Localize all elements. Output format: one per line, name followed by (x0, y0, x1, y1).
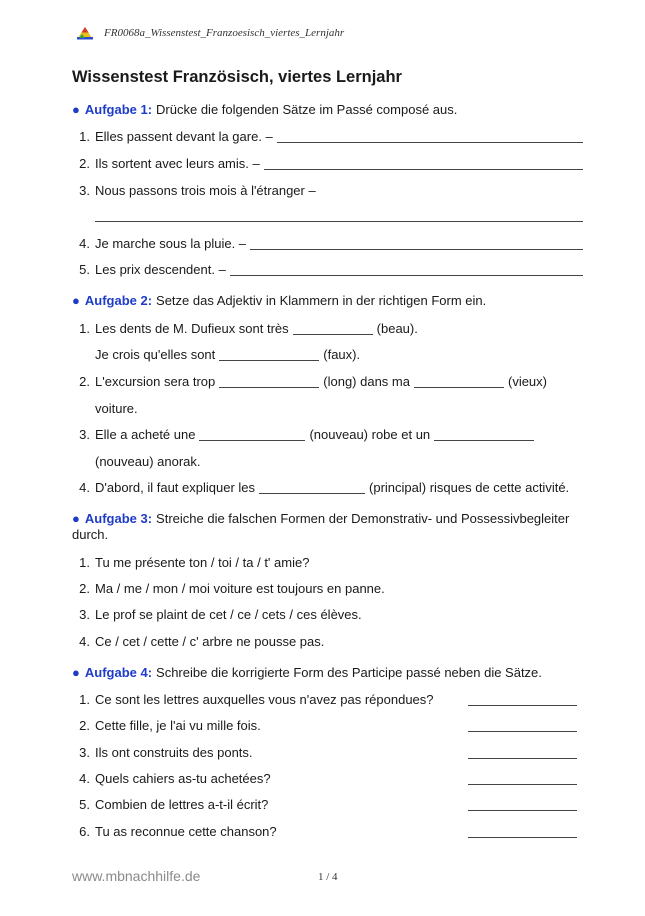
task-2-item-3 (72, 427, 587, 443)
answer-blank[interactable] (277, 130, 583, 143)
item-text: Nous passons trois mois à l'étranger – (95, 183, 316, 198)
answer-blank[interactable] (414, 375, 504, 388)
task-1-item-2 (72, 156, 587, 172)
item-text: (principal) risques de cette activité. (369, 480, 570, 495)
item-text: D'abord, il faut expliquer les (95, 480, 256, 495)
item-number: 4. (79, 634, 90, 649)
answer-blank[interactable] (468, 810, 577, 811)
item-number: 2. (79, 374, 90, 389)
bullet-icon: ● (72, 511, 80, 526)
answer-blank[interactable] (259, 481, 365, 494)
item-number: 2. (79, 581, 90, 596)
item-text: (nouveau) anorak. (95, 454, 201, 469)
answer-blank[interactable] (219, 375, 319, 388)
item-text: Je marche sous la pluie. – (95, 236, 247, 251)
page-header (76, 24, 344, 42)
item-text: (faux). (323, 347, 361, 362)
item-text: Ils sortent avec leurs amis. – (95, 156, 260, 171)
answer-blank[interactable] (434, 428, 534, 441)
item-text: voiture. (95, 401, 138, 416)
item-text: Elle a acheté une (95, 427, 196, 442)
item-text: Les dents de M. Dufieux sont très (95, 321, 289, 336)
footer-website: www.mbnachhilfe.de (72, 868, 201, 884)
item-text: Ma / me / mon / moi voiture est toujours en panne. (95, 581, 385, 596)
item-number: 2. (79, 156, 90, 171)
answer-blank[interactable] (230, 263, 583, 276)
task-2-item-3-line2 (72, 454, 587, 470)
page-number: 1 / 4 (318, 871, 338, 883)
answer-blank[interactable] (468, 731, 577, 732)
item-text: Cette fille, je l'ai vu mille fois. (95, 718, 261, 733)
task-2-item-2-line2 (72, 401, 587, 417)
answer-blank[interactable] (293, 322, 373, 335)
item-text: Les prix descendent. – (95, 262, 226, 277)
task-3-item-3 (72, 607, 587, 623)
answer-blank[interactable] (468, 705, 577, 706)
task-1-item-3 (72, 183, 587, 199)
item-text: (nouveau) robe et un (309, 427, 431, 442)
item-number: 3. (79, 745, 90, 760)
task-4-heading (72, 665, 587, 681)
task-instruction: Streiche die falschen Formen der Demonstrativ- und Possessivbegleiter durch. (72, 511, 570, 542)
item-text: Ce sont les lettres auxquelles vous n'avez pas répondues? (95, 692, 434, 707)
task-2-item-4 (72, 480, 587, 496)
item-text: Ce / cet / cette / c' arbre ne pousse pas. (95, 634, 325, 649)
item-text: (vieux) (507, 374, 547, 389)
item-text: Tu me présente ton / toi / ta / t' amie? (95, 555, 310, 570)
item-text: L'excursion sera trop (95, 374, 216, 389)
bullet-icon: ● (72, 102, 80, 117)
answer-blank[interactable] (468, 784, 577, 785)
item-number: 1. (79, 129, 90, 144)
task-2-item-1-line2 (72, 347, 587, 363)
task-3-item-4 (72, 634, 587, 650)
task-1-item-3-line2 (72, 209, 587, 224)
item-number: 3. (79, 607, 90, 622)
task-1-item-1 (72, 129, 587, 145)
task-label: Aufgabe 4: (84, 665, 153, 680)
answer-blank[interactable] (219, 348, 319, 361)
task-2-heading (72, 293, 587, 309)
bullet-icon: ● (72, 293, 80, 308)
logo-icon (76, 26, 94, 40)
item-text: Tu as reconnue cette chanson? (95, 824, 277, 839)
answer-blank[interactable] (250, 237, 583, 250)
item-number: 3. (79, 427, 90, 442)
item-number: 4. (79, 771, 90, 786)
task-2-item-2 (72, 374, 587, 390)
task-label: Aufgabe 3: (84, 511, 153, 526)
task-instruction: Setze das Adjektiv in Klammern in der richtigen Form ein. (156, 293, 487, 308)
item-number: 2. (79, 718, 90, 733)
item-text: Ils ont construits des ponts. (95, 745, 253, 760)
task-instruction: Drücke die folgenden Sätze im Passé composé aus. (156, 102, 458, 117)
item-text: (long) dans ma (323, 374, 410, 389)
task-3-item-1 (72, 555, 587, 571)
item-text: Elles passent devant la gare. – (95, 129, 273, 144)
page-title: Wissenstest Französisch, viertes Lernjahr (72, 68, 402, 86)
task-label: Aufgabe 1: (84, 102, 153, 117)
answer-blank[interactable] (264, 157, 583, 170)
task-3-item-2 (72, 581, 587, 597)
item-number: 1. (79, 692, 90, 707)
item-number: 6. (79, 824, 90, 839)
item-number: 3. (79, 183, 90, 198)
item-number: 4. (79, 236, 90, 251)
task-label: Aufgabe 2: (84, 293, 153, 308)
answer-blank[interactable] (468, 758, 577, 759)
task-1-item-5 (72, 262, 587, 278)
item-number: 1. (79, 555, 90, 570)
item-number: 1. (79, 321, 90, 336)
header-doc-id: FR0068a_Wissenstest_Franzoesisch_viertes_Lernjahr (104, 27, 345, 39)
task-2-item-1 (72, 321, 587, 337)
item-text: Combien de lettres a-t-il écrit? (95, 797, 269, 812)
item-text: Quels cahiers as-tu achetées? (95, 771, 271, 786)
answer-blank[interactable] (468, 837, 577, 838)
item-text: Je crois qu'elles sont (95, 347, 216, 362)
bullet-icon: ● (72, 665, 80, 680)
item-text: (beau). (376, 321, 418, 336)
task-1-item-4 (72, 236, 587, 252)
item-text: Le prof se plaint de cet / ce / cets / ces élèves. (95, 607, 362, 622)
task-3-heading (72, 511, 587, 543)
item-number: 5. (79, 262, 90, 277)
task-1-heading (72, 102, 587, 118)
item-number: 4. (79, 480, 90, 495)
item-number: 5. (79, 797, 90, 812)
task-instruction: Schreibe die korrigierte Form des Participe passé neben die Sätze. (156, 665, 542, 680)
answer-blank[interactable] (95, 209, 583, 222)
answer-blank[interactable] (199, 428, 305, 441)
